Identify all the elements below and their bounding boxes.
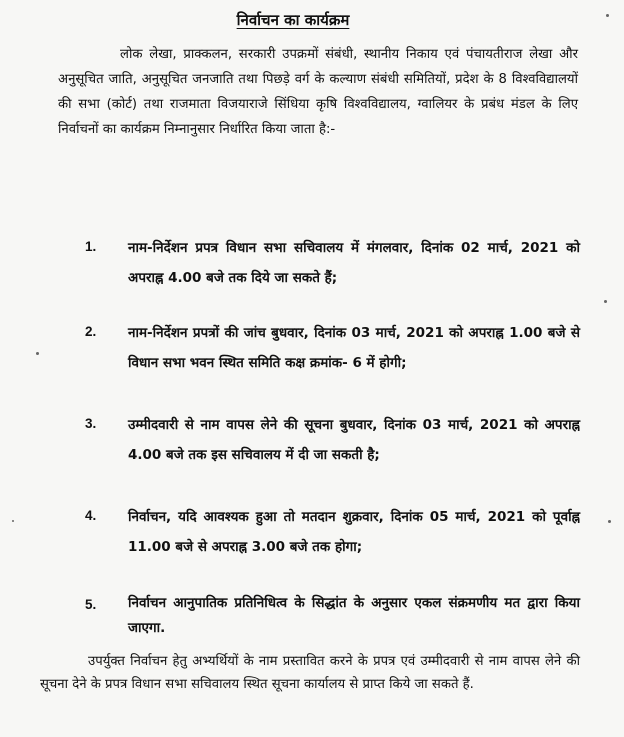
item-text: नाम-निर्देशन प्रपत्र विधान सभा सचिवालय में मंगलवार, दिनांक 02 मार्च, 2021 को अपराह्न 4.00 बजे तक दिये जा सकते हैं; xyxy=(128,240,580,286)
scan-speck xyxy=(608,520,611,523)
item-number: 4. xyxy=(85,508,97,523)
intro-paragraph: लोक लेखा, प्राक्कलन, सरकारी उपक्रमों संबंधी, स्थानीय निकाय एवं पंचायतीराज लेखा और अनुसूचित जाति, अनुसूचित जनजाति तथा पिछड़े वर्ग के कल्याण संबंधी समितियों, प्रदेश के 8 विश्वविद्यालयों की सभा (कोर्ट) तथा राजमाता विजयाराजे सिंधिया कृषि विश्वविद्यालय, ग्वालियर के प्रबंध मंडल के लिए निर्वाचनों का कार्यक्रम निम्नानुसार निर्धारित किया जाता है:- xyxy=(58,47,578,137)
scan-speck xyxy=(36,352,39,355)
document-title: निर्वाचन का कार्यक्रम xyxy=(236,11,350,29)
scan-speck xyxy=(606,14,609,17)
item-text: निर्वाचन आनुपातिक प्रतिनिधित्व के सिद्धांत के अनुसार एकल संक्रमणीय मत द्वारा किया जाएगा. xyxy=(128,595,580,636)
item-number: 2. xyxy=(85,324,97,339)
closing-paragraph: उपर्युक्त निर्वाचन हेतु अभ्यर्थियों के नाम प्रस्तावित करने के प्रपत्र एवं उम्मीदवारी से नाम वापस लेने की सूचना देने के प्रपत्र विधान सभा सचिवालय स्थित सूचना कार्यालय से प्राप्त किये जा सकते हैं. xyxy=(40,654,580,692)
scan-speck xyxy=(12,520,14,522)
item-text: उम्मीदवारी से नाम वापस लेने की सूचना बुधवार, दिनांक 03 मार्च, 2021 को अपराह्न 4.00 बजे तक इस सचिवालय में दी जा सकती है; xyxy=(128,417,580,463)
scan-speck xyxy=(604,300,607,303)
item-number: 3. xyxy=(85,416,97,431)
item-number: 1. xyxy=(85,239,97,254)
item-text: निर्वाचन, यदि आवश्यक हुआ तो मतदान शुक्रवार, दिनांक 05 मार्च, 2021 को पूर्वाह्न 11.00 बजे से अपराह्न 3.00 बजे तक होगा; xyxy=(128,509,580,555)
item-number: 5. xyxy=(85,597,97,612)
item-text: नाम-निर्देशन प्रपत्रों की जांच बुधवार, दिनांक 03 मार्च, 2021 को अपराह्न 1.00 बजे से विधान सभा भवन स्थित समिति कक्ष क्रमांक- 6 में होगी; xyxy=(128,325,580,371)
